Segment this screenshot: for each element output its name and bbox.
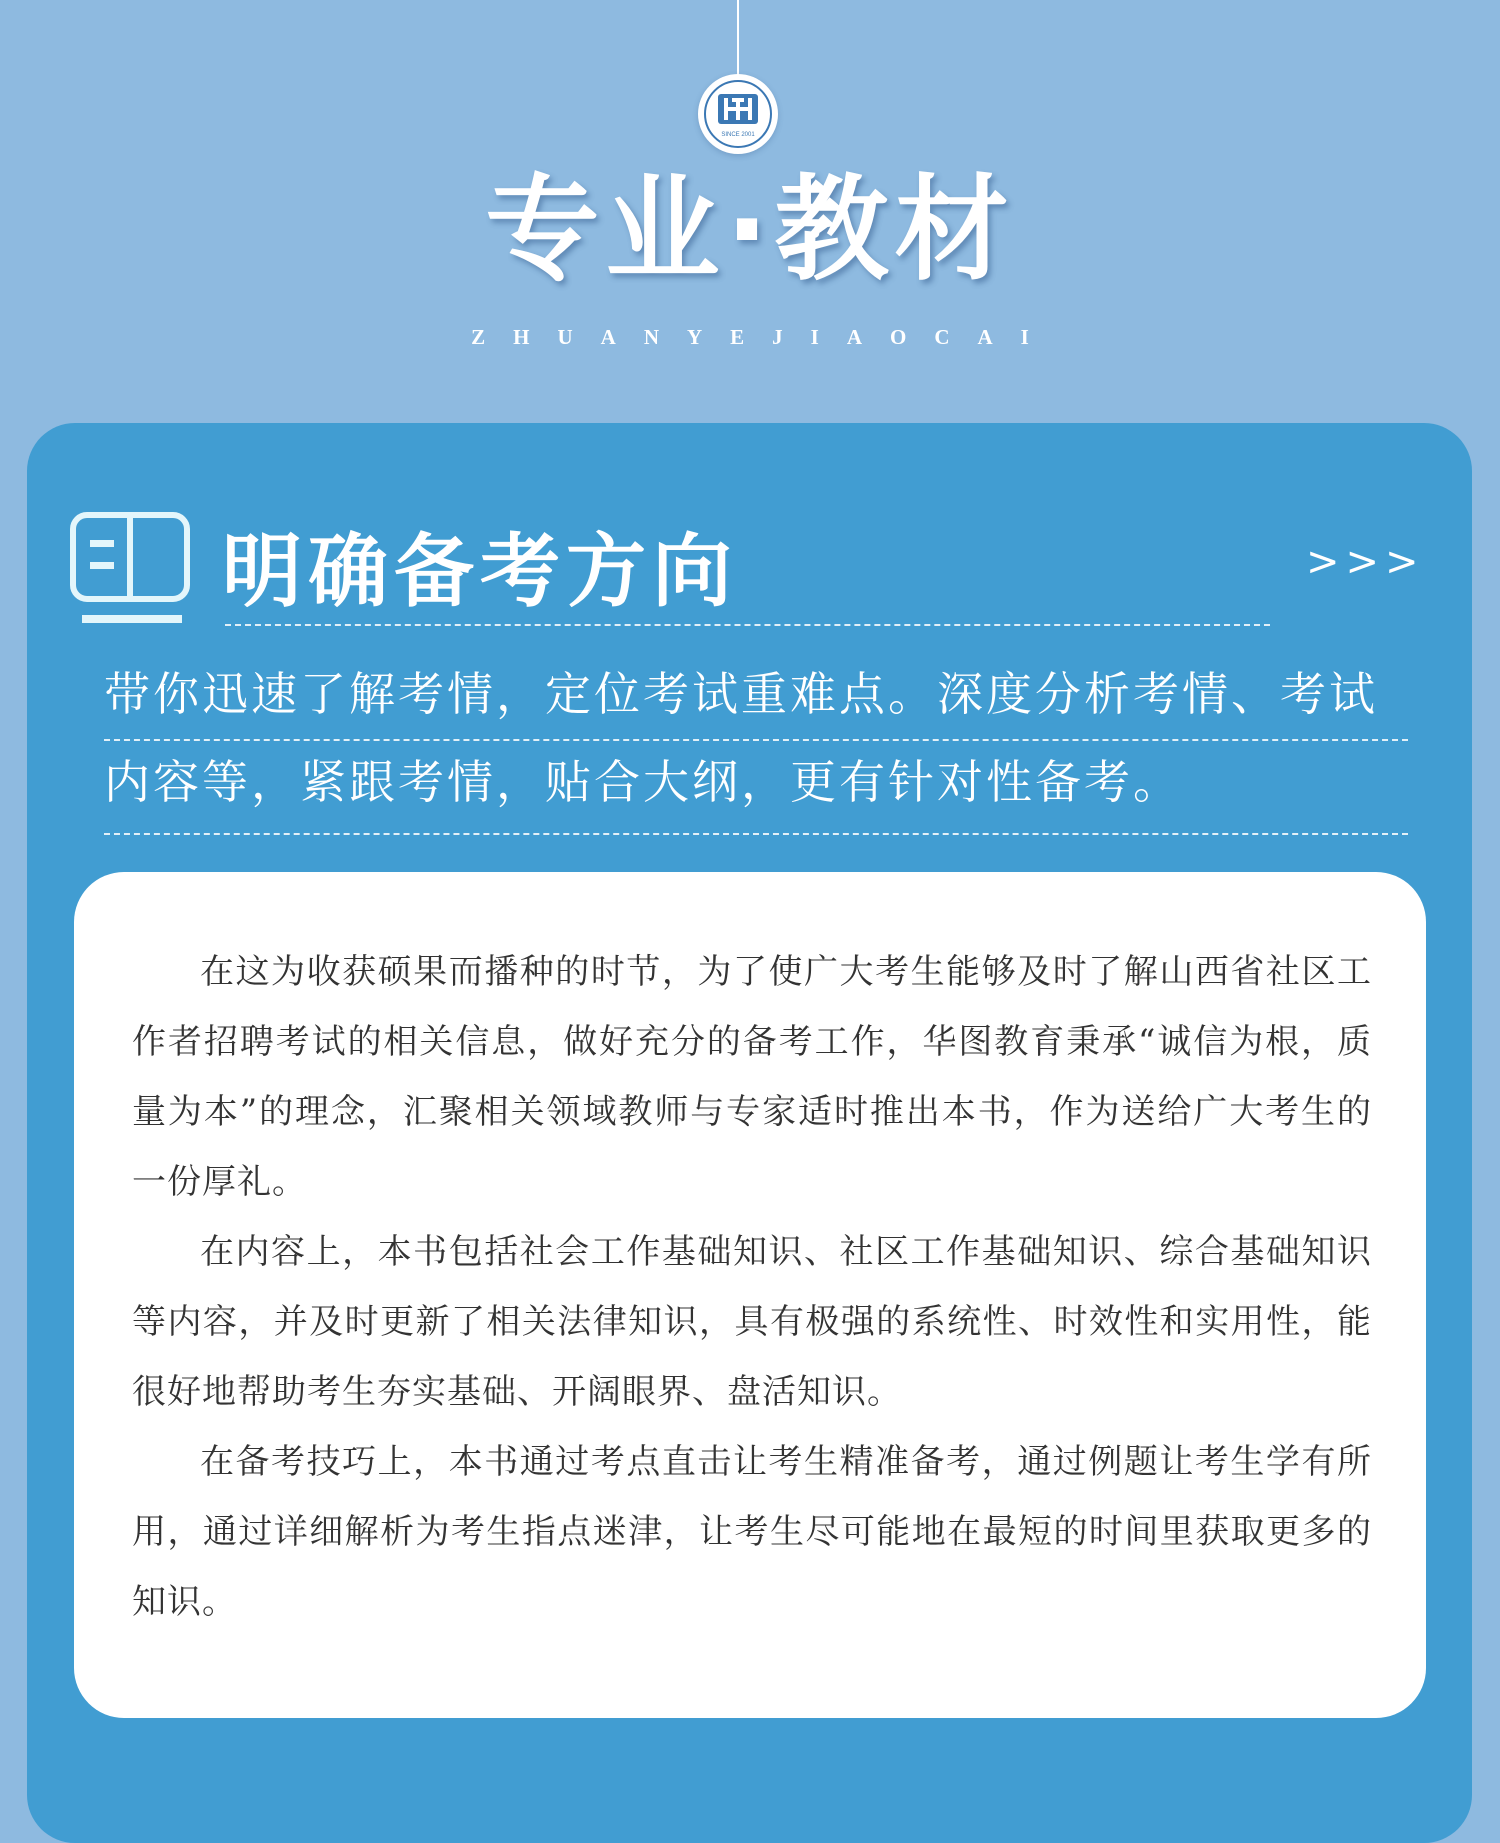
hanging-line xyxy=(737,0,739,78)
page-subtitle-pinyin: ZHUANYEJIAOCAI xyxy=(471,325,1057,349)
card-paragraph: 在备考技巧上，本书通过考点直击让考生精准备考，通过例题让考生学有所用，通过详细解析为考生指点迷津，让考生尽可能地在最短的时间里获取更多的知识。 xyxy=(132,1442,1372,1622)
section-heading: 明确备考方向 xyxy=(222,525,738,618)
card-paragraph: 在内容上，本书包括社会工作基础知识、社区工作基础知识、综合基础知识等内容，并及时更新了相关法律知识，具有极强的系统性、时效性和实用性，能很好地帮助考生夯实基础、开阔眼界、盘活知识。 xyxy=(132,1232,1372,1412)
card-paragraph: 在这为收获硕果而播种的时节，为了使广大考生能够及时了解山西省社区工作者招聘考试的相关信息，做好充分的备考工作，华图教育秉承“诚信为根，质量为本”的理念，汇聚相关领域教师与专家适时推出本书，作为送给广大考生的一份厚礼。 xyxy=(132,952,1372,1202)
intro-line: 带你迅速了解考情，定位考试重难点。深度分析考情、考试 xyxy=(104,667,1378,721)
page-title: 专业·教材 xyxy=(485,163,1015,296)
card-body xyxy=(132,937,1372,1637)
ht-logo-icon xyxy=(698,74,778,154)
book-icon xyxy=(70,512,190,630)
section-arrows: >>> xyxy=(1306,539,1425,585)
intro-line: 内容等，紧跟考情，贴合大纲，更有针对性备考。 xyxy=(104,755,1182,809)
logo-caption: SINCE 2001 xyxy=(721,132,755,138)
intro-divider xyxy=(104,739,1408,741)
intro-divider xyxy=(104,833,1408,835)
description-card xyxy=(74,872,1426,1718)
heading-divider xyxy=(225,624,1270,626)
